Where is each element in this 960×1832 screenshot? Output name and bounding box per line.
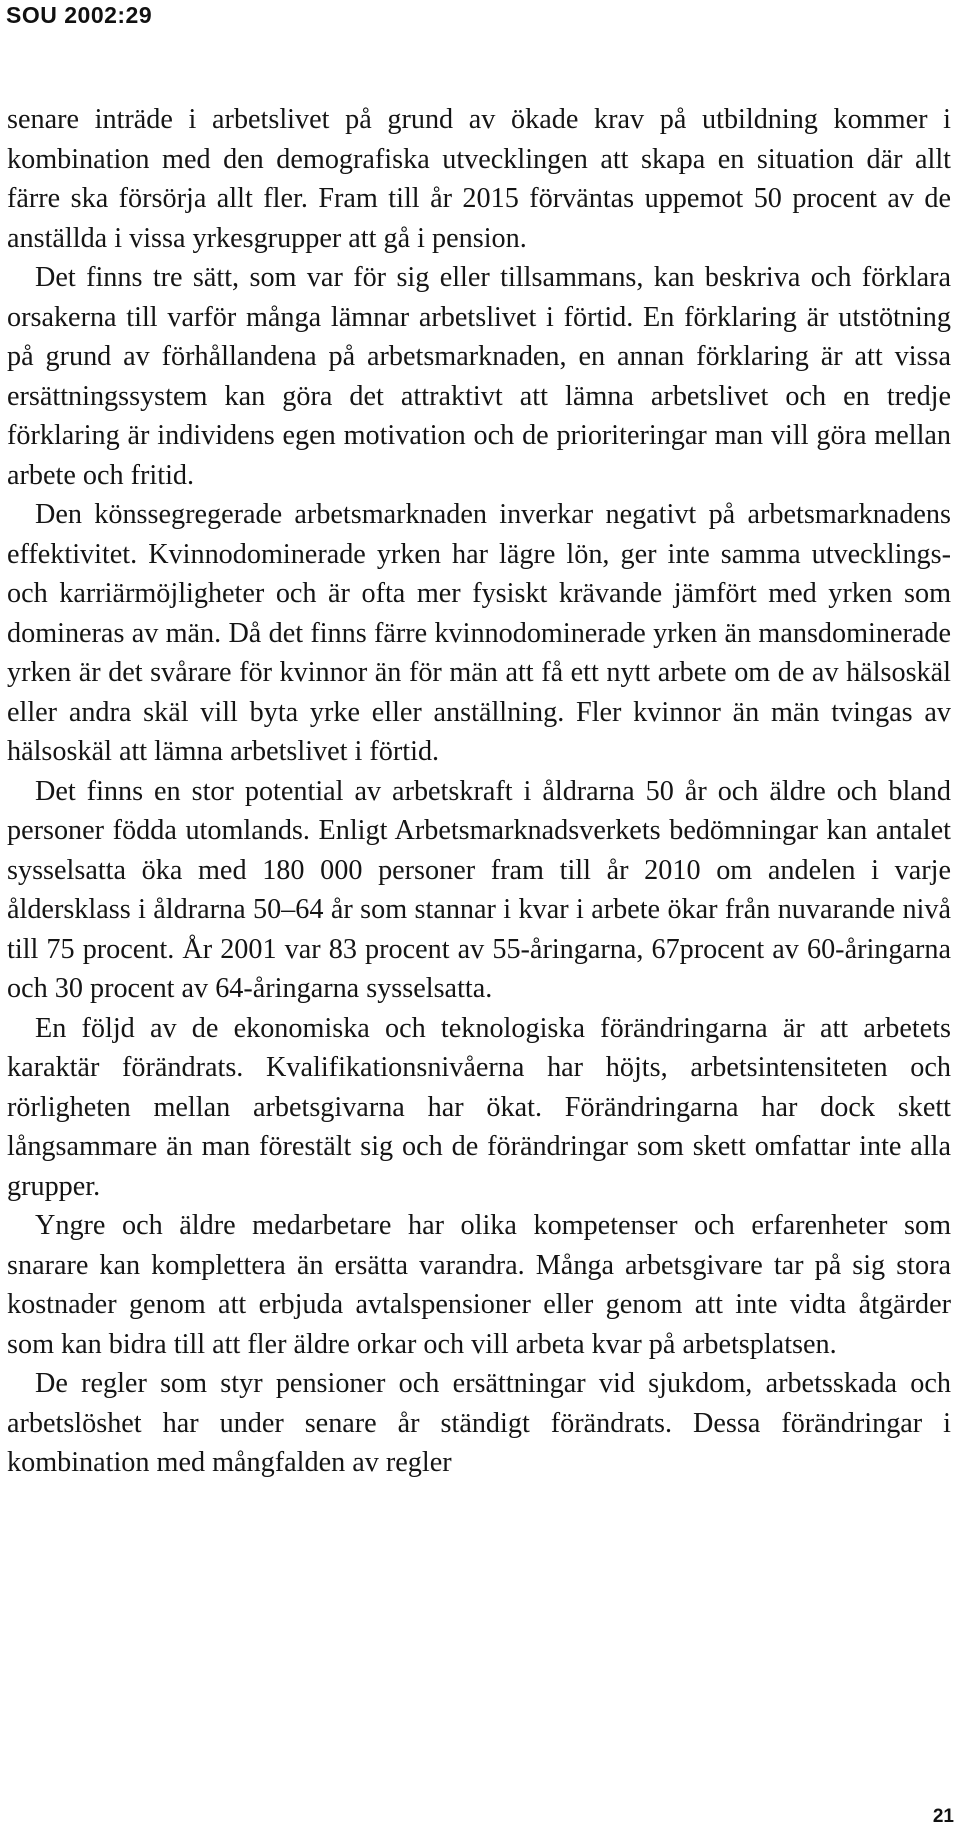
paragraph: Yngre och äldre medarbetare har olika kompetenser och erfarenheter som snarare kan komplettera än ersätta varandra. Många arbetsgivare tar på sig stora kostnader genom att erbjuda avtalspensioner eller genom att inte vidta åtgärder som kan bidra till att fler äldre orkar och vill arbeta kvar på arbetsplatsen.: [7, 1210, 951, 1360]
document-body: [7, 100, 951, 1483]
paragraph: Det finns tre sätt, som var för sig eller tillsammans, kan beskriva och förklara orsakerna till varför många lämnar arbetslivet i förtid. En förklaring är utstötning på grund av förhållandena på arbetsmarknaden, en annan förklaring är att vissa ersättningssystem kan göra det attraktivt att lämna arbetslivet och en tredje förklaring är individens egen motivation och de prioriteringar man vill göra mellan arbete och fritid.: [7, 262, 951, 491]
paragraph: Den könssegregerade arbetsmarknaden inverkar negativt på arbetsmarknadens effektivitet. Kvinnodominerade yrken har lägre lön, ger inte samma utvecklings- och karriärmöjligheter och är ofta mer fysiskt krävande jämfört med yrken som domineras av män. Då det finns färre kvinnodominerade yrken än mansdominerade yrken är det svårare för kvinnor än för män att få ett nytt arbete om de av hälsoskäl eller andra skäl vill byta yrke eller anställning. Fler kvinnor än män tvingas av hälsoskäl att lämna arbetslivet i förtid.: [7, 499, 951, 767]
page-number: 21: [932, 1806, 954, 1827]
paragraph: De regler som styr pensioner och ersättningar vid sjukdom, arbetsskada och arbetslöshet har under senare år ständigt förändrats. Dessa förändringar i kombination med mångfalden av regler: [7, 1368, 951, 1478]
running-header: SOU 2002:29: [6, 2, 153, 28]
paragraph: Det finns en stor potential av arbetskraft i åldrarna 50 år och äldre och bland personer födda utomlands. Enligt Arbetsmarknadsverkets bedömningar kan antalet sysselsatta öka med 180 000 personer fram till år 2010 om andelen i varje åldersklass i åldrarna 50–64 år som stannar i kvar i arbete ökar från nuvarande nivå till 75 procent. År 2001 var 83 procent av 55-åringarna, 67procent av 60-åringarna och 30 procent av 64-åringarna sysselsatta.: [7, 775, 951, 1004]
paragraph: senare inträde i arbetslivet på grund av ökade krav på utbildning kommer i kombination med den demografiska utvecklingen att skapa en situation där allt färre ska försörja allt fler. Fram till år 2015 förväntas uppemot 50 procent av de anställda i vissa yrkesgrupper att gå i pension.: [7, 104, 951, 254]
paragraph: En följd av de ekonomiska och teknologiska förändringarna är att arbetets karaktär förändrats. Kvalifikationsnivåerna har höjts, arbetsintensiteten och rörligheten mellan arbetsgivarna har ökat. Förändringarna har dock skett långsammare än man förestält sig och de förändringar som skett omfattar inte alla grupper.: [7, 1012, 951, 1202]
